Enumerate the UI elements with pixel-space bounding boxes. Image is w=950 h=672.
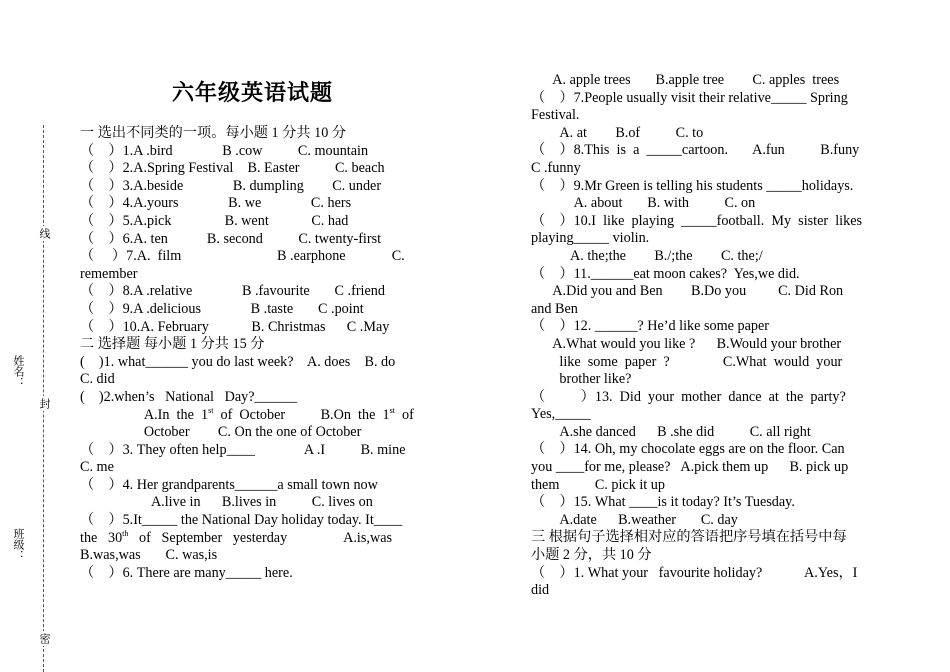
text-line: （ ）11.______eat moon cakes? Yes,we did. [531, 265, 800, 282]
text-line: the 30th of September yesterday A.is,was [80, 528, 393, 546]
text-line: （ ）8.This is a _____cartoon. A.fun B.funy [531, 142, 860, 159]
text-line: （ ）9.A .delicious B .taste C .point [80, 300, 364, 317]
text-line: （ ）3. They often help____ A .I B. mine [80, 441, 406, 458]
text-line: （ ）4. Her grandparents______a small town now [80, 476, 378, 493]
text-line: （ ）10.A. February B. Christmas C .May [80, 318, 390, 335]
text-line: A. the;the B./;the C. the;/ [531, 247, 763, 264]
text-line: A.she danced B .she did C. all right [531, 423, 811, 440]
text-line: A. about B. with C. on [531, 195, 756, 212]
text-line: ( )2.when’s National Day?______ [80, 388, 298, 405]
text-line: Festival. [531, 107, 580, 124]
text-line: A. at B.of C. to [531, 124, 704, 141]
name-label: 姓名： [12, 355, 24, 388]
text-line: did [531, 582, 550, 599]
binding-margin [0, 0, 60, 672]
text-line: C. did [80, 371, 115, 388]
text-line: you ____for me, please? A.pick them up B. pick up [531, 459, 849, 476]
text-line: （ ）7.A. film B .earphone C. [80, 248, 405, 265]
text-line: （ ）13. Did your mother dance at the party? [531, 388, 846, 405]
text-line: playing_____ violin. [531, 230, 650, 247]
text-line: （ ）14. Oh, my chocolate eggs are on the floor. Can [531, 441, 845, 458]
text-line: 小题 2 分，共 10 分 [531, 547, 652, 564]
text-line: （ ）4.A.yours B. we C. hers [80, 195, 352, 212]
text-line: A.In the 1st of October B.On the 1st of [80, 405, 414, 423]
text-line: 二 选择题 每小题 1 分共 15 分 [80, 336, 265, 353]
text-line: Yes,_____ [531, 406, 591, 423]
text-line: A.What would you like ? B.Would your brother [531, 335, 842, 352]
text-line: them C. pick it up [531, 476, 665, 493]
text-line: （ ）5.A.pick B. went C. had [80, 212, 349, 229]
page-title: 六年级英语试题 [172, 81, 334, 106]
text-line: brother like? [531, 371, 632, 388]
text-line: A.live in B.lives in C. lives on [80, 494, 373, 511]
margin-label-mi: 密 [38, 633, 50, 644]
text-line: （ ）1. What your favourite holiday? A.Yes，I [531, 564, 858, 581]
text-line: remember [80, 265, 138, 282]
text-line: （ ）12. ______? He’d like some paper [531, 318, 769, 335]
text-line: A. apple trees B.apple tree C. apples trees [531, 72, 840, 88]
text-line: （ ）6. There are many_____ here. [80, 564, 293, 581]
text-line: （ ）7.People usually visit their relative_____ Spring [531, 89, 848, 106]
margin-label-xian: 线 [38, 228, 50, 239]
right-column [531, 72, 887, 600]
text-line: 一 选出不同类的一项。每小题 1 分共 10 分 [80, 125, 347, 141]
text-line: like some paper ? C.What would your [531, 353, 843, 370]
class-label: 班级： [12, 528, 24, 561]
text-line: A.date B.weather C. day [531, 511, 738, 528]
text-line: B.was,was C. was,is [80, 547, 218, 564]
text-line: （ ）10.I like playing _____football. My sister likes [531, 212, 863, 229]
text-line: （ ）3.A.beside B. dumpling C. under [80, 177, 382, 194]
text-line: （ ）6.A. ten B. second C. twenty-first [80, 230, 382, 247]
text-line: （ ）9.Mr Green is telling his students _____holidays. [531, 177, 854, 194]
text-line: ( )1. what______ you do last week? A. does B. do [80, 353, 396, 370]
text-line: （ ）1.A .bird B .cow C. mountain [80, 142, 369, 159]
text-line: （ ）8.A .relative B .favourite C .friend [80, 283, 385, 300]
text-line: C. me [80, 459, 114, 476]
text-line: （ ）15. What ____is it today? It’s Tuesday. [531, 494, 795, 511]
text-line: October C. On the one of October [80, 424, 362, 441]
text-line: and Ben [531, 300, 578, 317]
left-column [80, 125, 436, 582]
text-line: （ ）5.It_____ the National Day holiday today. It____ [80, 512, 403, 529]
text-line: （ ）2.A.Spring Festival B. Easter C. beach [80, 160, 385, 177]
margin-label-feng: 封 [38, 398, 50, 409]
text-line: A.Did you and Ben B.Do you C. Did Ron [531, 283, 844, 300]
text-line: 三 根据句子选择相对应的答语把序号填在括号中每 [531, 529, 847, 546]
text-line: C .funny [531, 159, 581, 176]
